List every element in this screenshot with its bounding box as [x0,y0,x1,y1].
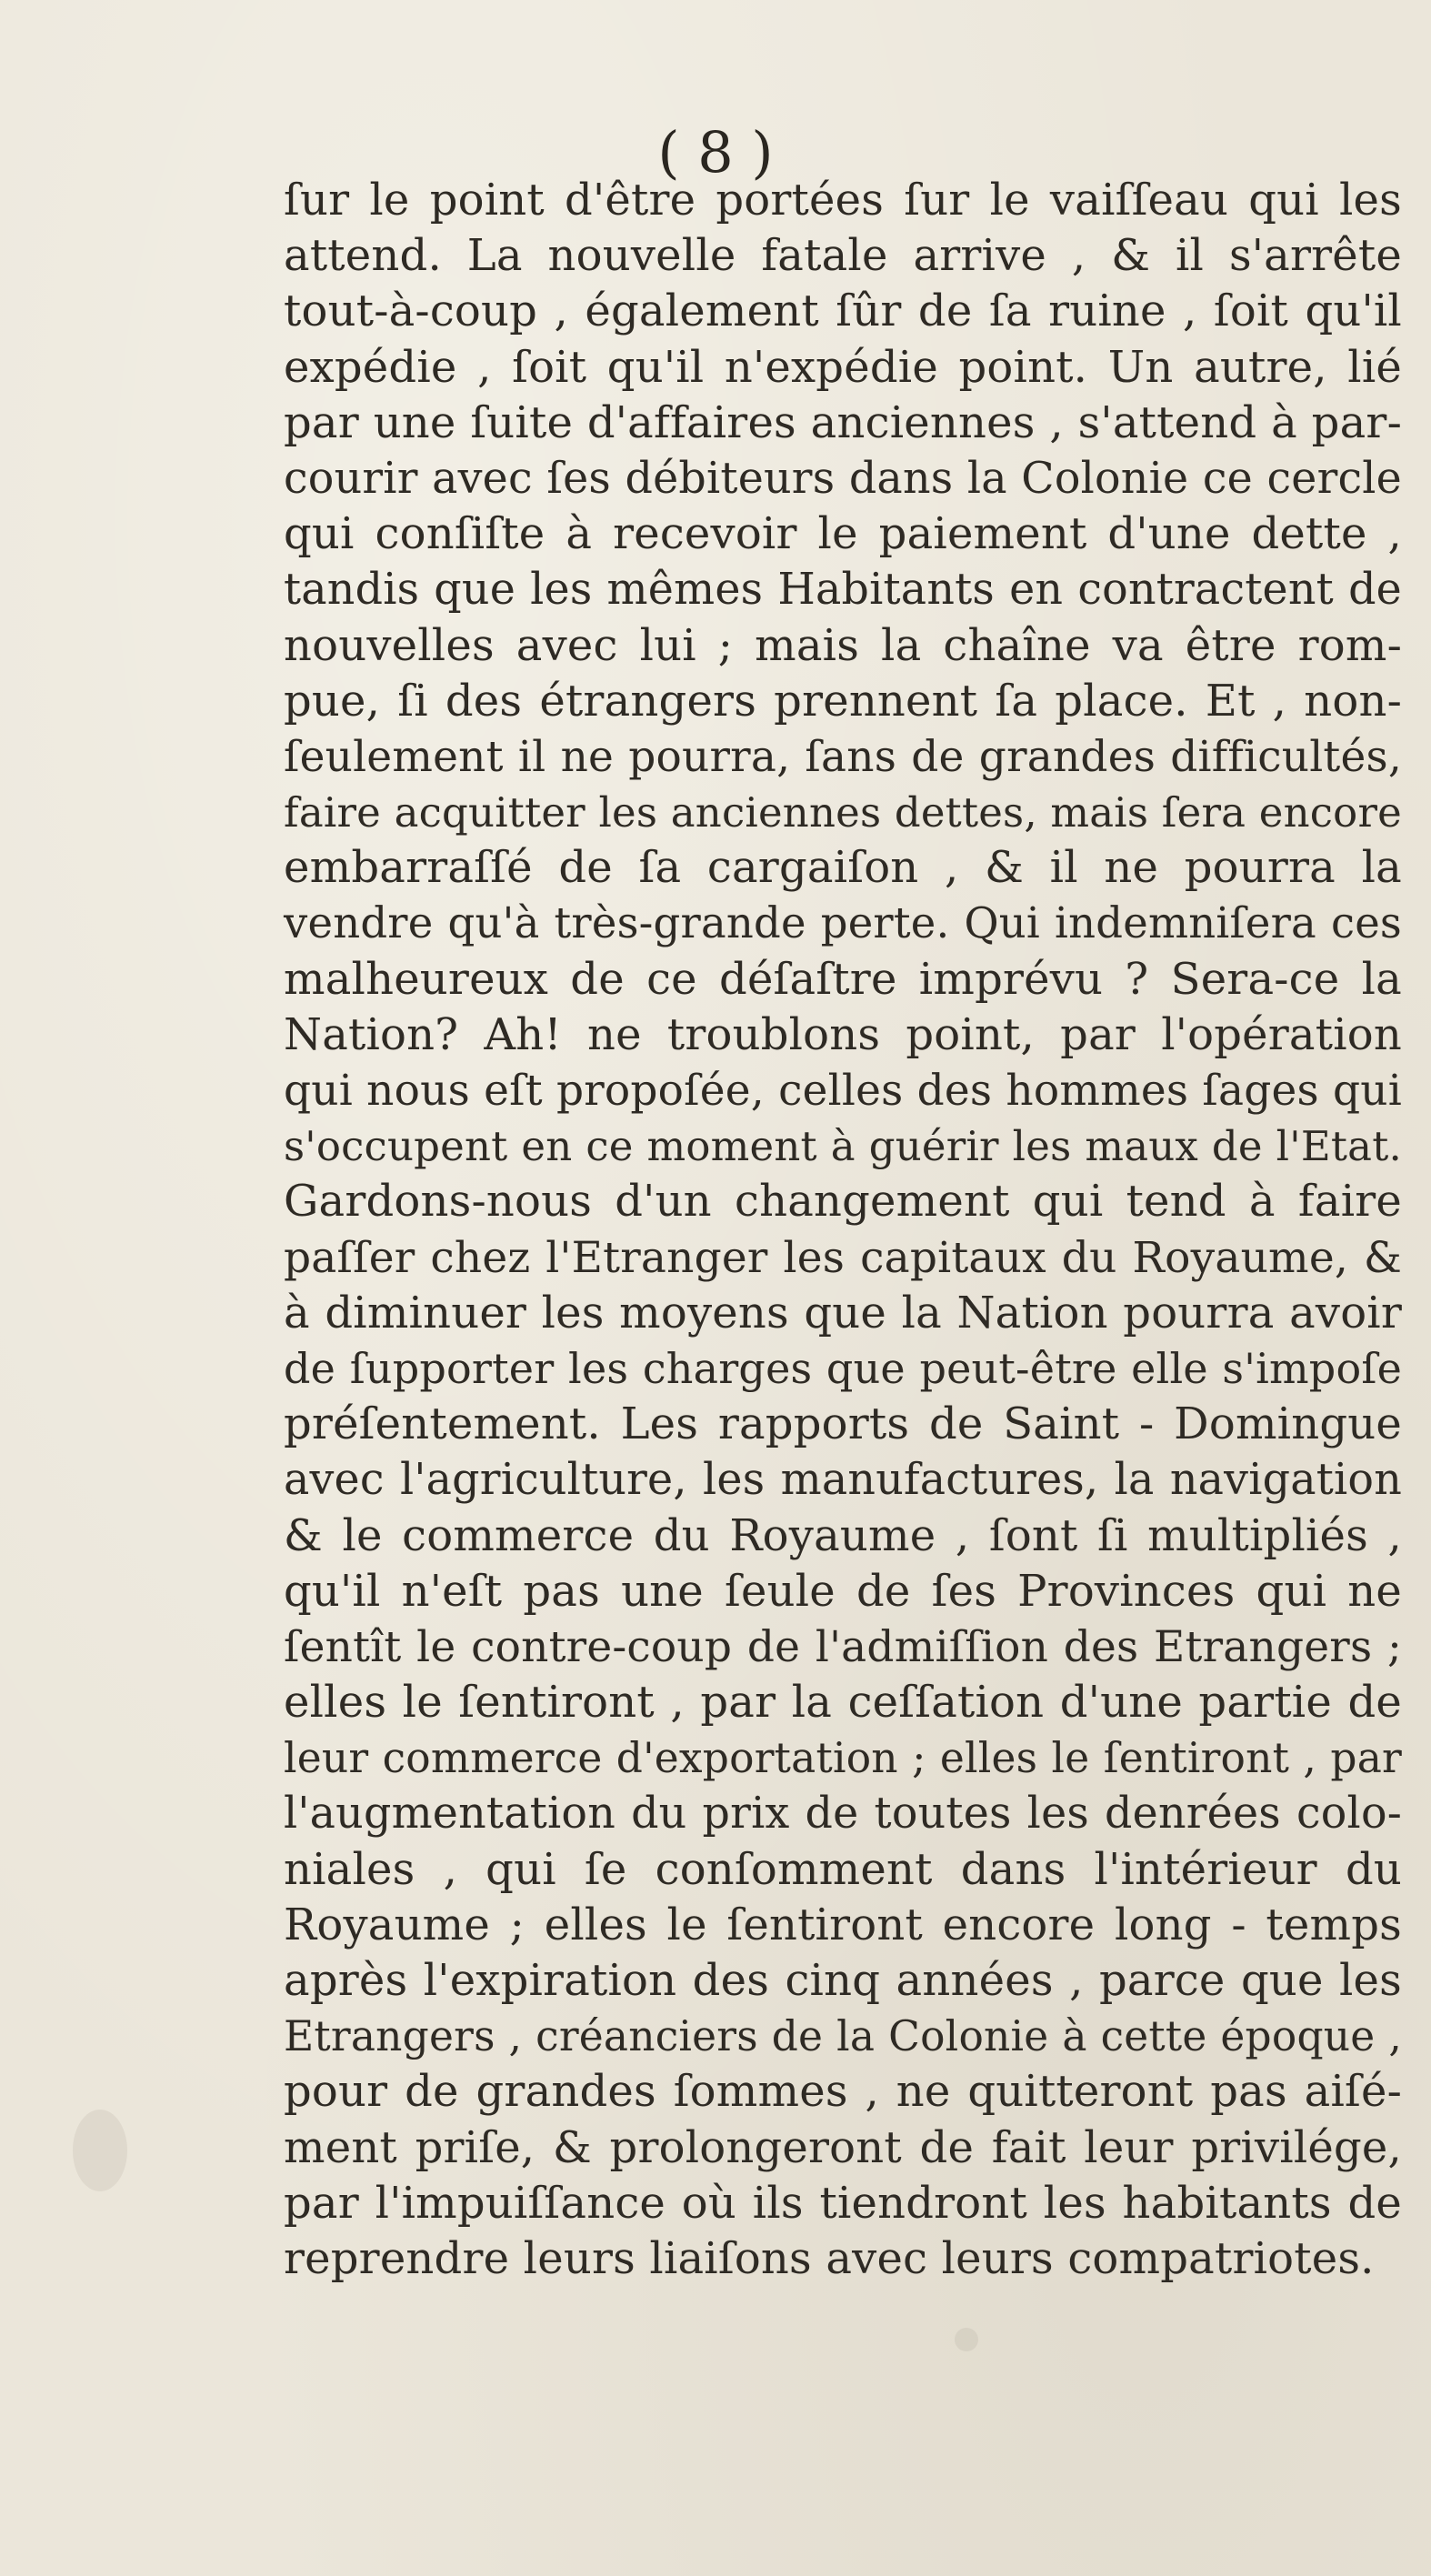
text-line: Nation? Ah! ne troublons point, par l'opération [284,1008,1402,1060]
text-line: qui nous eſt propoſée, celles des hommes ſages qui [284,1066,1402,1116]
text-line: ſeulement il ne pourra, ſans de grandes difficultés, [284,731,1402,782]
page-number: ( 8 ) [657,119,774,185]
text-line: préſentement. Les rapports de Saint - Domingue [284,1398,1402,1450]
text-line: leur commerce d'exportation ; elles le ſentiront , par [284,1734,1402,1783]
text-line: nouvelles avec lui ; mais la chaîne va être rom- [284,619,1402,671]
text-line: à diminuer les moyens que la Nation pourra avoir [284,1287,1402,1338]
paper-stain [73,2110,127,2191]
text-line: par l'impuiſſance où ils tiendront les habitants de [284,2177,1402,2229]
body-text [284,173,1402,2287]
text-line: elles le ſentiront , par la ceſſation d'une partie de [284,1677,1402,1729]
text-line: paſſer chez l'Etranger les capitaux du Royaume, & [284,1232,1402,1283]
text-line: ment priſe, & prolongeront de fait leur privilége, [284,2121,1402,2173]
text-line: après l'expiration des cinq années , parce que les [284,1955,1402,2006]
text-line: embarraſſé de ſa cargaiſon , & il ne pourra la [284,842,1402,894]
text-line: vendre qu'à très-grande perte. Qui indemniſera ces [284,898,1402,948]
text-line: qui conſiſte à recevoir le paiement d'une dette , [284,508,1402,560]
text-line: ſur le point d'être portées ſur le vaiſſeau qui les [284,175,1402,226]
text-line: s'occupent en ce moment à guérir les maux de l'Etat. [284,1122,1402,1171]
paper-stain [955,2328,978,2351]
text-line: tandis que les mêmes Habitants en contractent de [284,565,1402,616]
text-line: de ſupporter les charges que peut-être elle s'impoſe [284,1343,1402,1393]
text-line: malheureux de ce déſaſtre imprévu ? Sera-ce la [284,953,1402,1005]
text-line: & le commerce du Royaume , ſont ſi multipliés , [284,1509,1402,1561]
text-line: par une ſuite d'affaires anciennes , s'attend à par- [284,396,1402,448]
text-line: avec l'agriculture, les manufactures, la navigation [284,1455,1402,1506]
text-line: ſentît le contre-coup de l'admiſſion des Etrangers ; [284,1621,1402,1672]
text-line: niales , qui ſe conſomment dans l'intérieur du [284,1843,1402,1895]
text-line: expédie , ſoit qu'il n'expédie point. Un autre, lié [284,341,1402,393]
text-line: attend. La nouvelle fatale arrive , & il s'arrête [284,230,1402,282]
text-line: Royaume ; elles le ſentiront encore long - temps [284,1899,1402,1950]
text-line: faire acquitter les anciennes dettes, mais ſera encore [284,788,1402,837]
text-line: tout-à-coup , également ſûr de ſa ruine , ſoit qu'il [284,286,1402,337]
text-line: reprendre leurs liaiſons avec leurs compatriotes. [284,2232,1375,2284]
text-line: pour de grandes ſommes , ne quitteront pas aiſé- [284,2066,1402,2118]
text-line: Gardons-nous d'un changement qui tend à faire [284,1176,1402,1228]
text-line: qu'il n'eſt pas une ſeule de ſes Provinces qui ne [284,1565,1402,1617]
text-line: courir avec ſes débiteurs dans la Colonie ce cercle [284,453,1402,504]
text-line: pue, ſi des étrangers prennent ſa place. Et , non- [284,675,1402,727]
text-line: Etrangers , créanciers de la Colonie à cette époque , [284,2012,1402,2061]
text-line: l'augmentation du prix de toutes les denrées colo- [284,1789,1402,1839]
